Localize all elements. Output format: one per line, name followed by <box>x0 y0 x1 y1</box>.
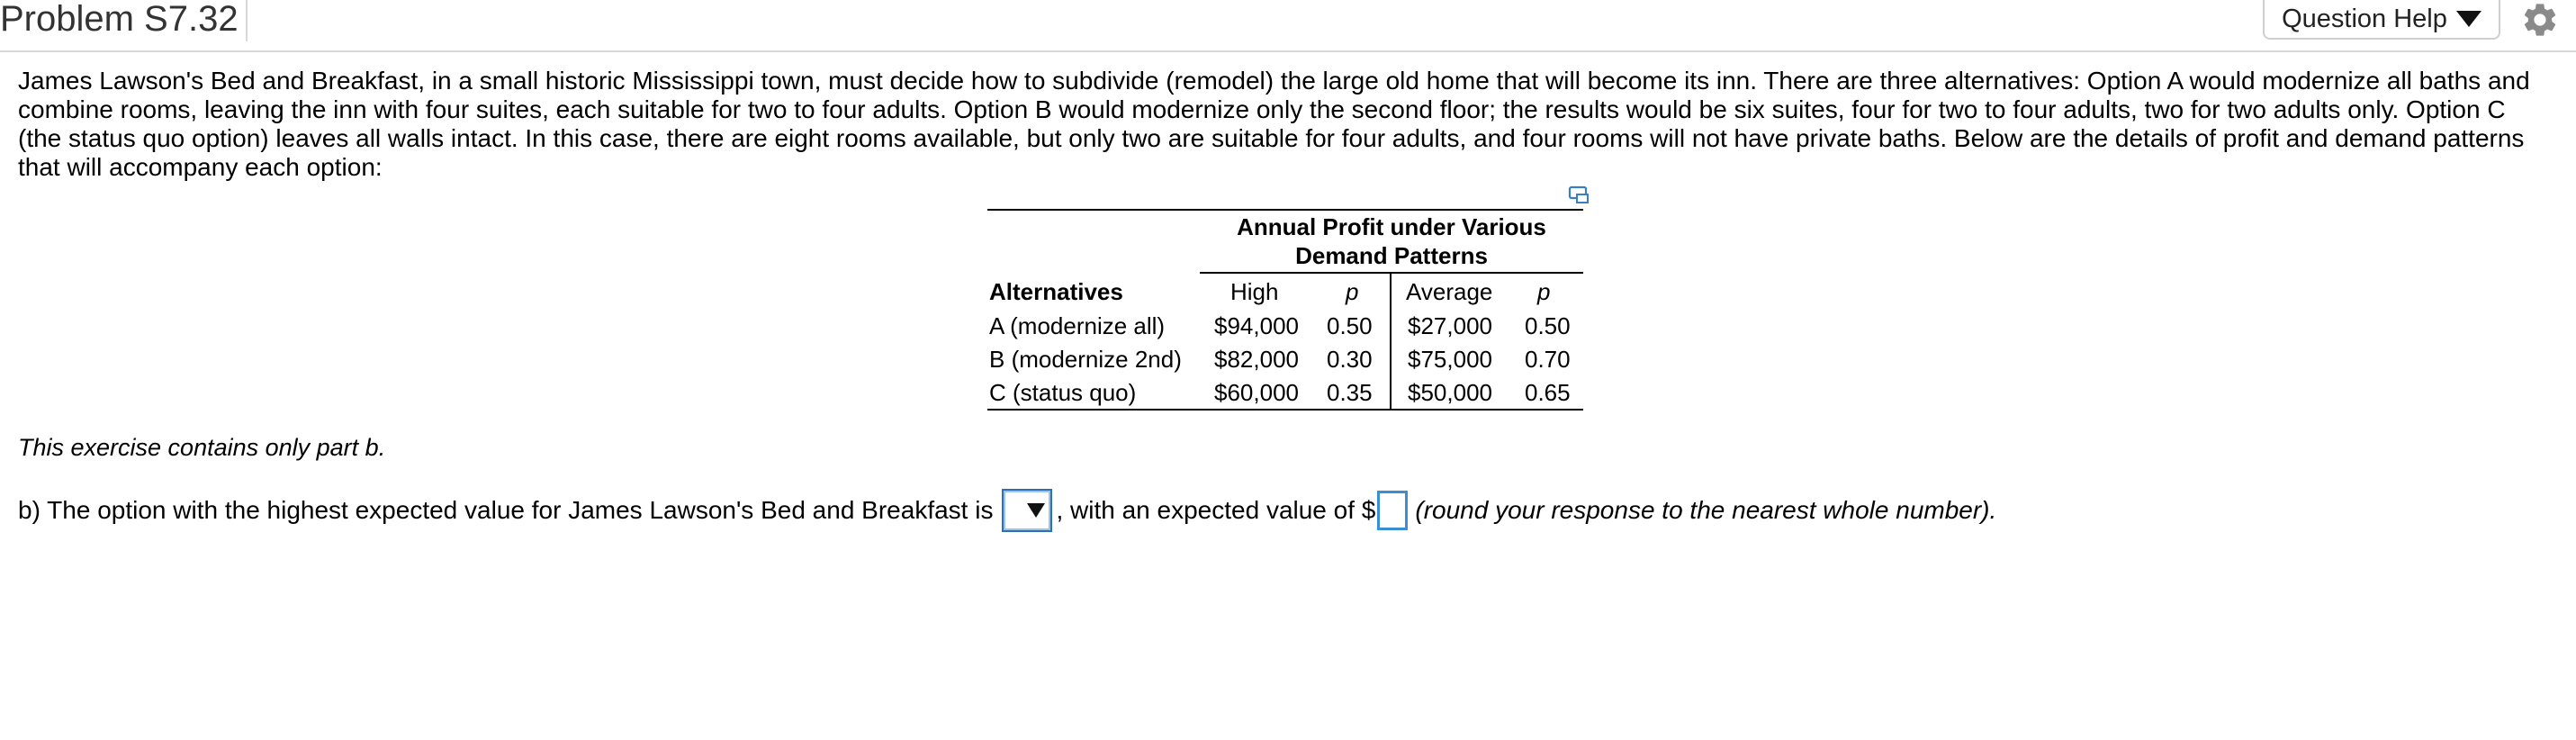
header-p-high: p <box>1346 278 1359 305</box>
row-c-alternative: C (status quo) <box>989 379 1137 406</box>
chevron-down-icon <box>2456 11 2481 27</box>
row-a-high: $94,000 <box>1214 312 1299 339</box>
header-average: Average <box>1406 278 1493 305</box>
header-high: High <box>1230 278 1279 305</box>
rounding-instruction: (round your response to the nearest whole number). <box>1415 496 1997 524</box>
question-help-label: Question Help <box>2282 4 2447 33</box>
group-header <box>1200 212 1583 270</box>
problem-title: Problem S7.32 <box>0 0 248 41</box>
row-a-alternative: A (modernize all) <box>989 312 1166 339</box>
row-c-high: $60,000 <box>1214 379 1299 406</box>
gear-icon[interactable] <box>2520 0 2560 40</box>
row-a-average: $27,000 <box>1408 312 1492 339</box>
question-middle: , with an expected value of $ <box>1056 496 1376 524</box>
group-header-rule <box>1200 272 1583 274</box>
row-a-p-average: 0.50 <box>1525 312 1571 339</box>
problem-statement: James Lawson's Bed and Breakfast, in a small historic Mississippi town, must decide how to subdivide (remodel) the large old home that will become its inn. There are three alternatives: Option A would modernize all baths and combine rooms, leaving the inn with four suites, each suitable for two to four adults. Option B would modernize only the second floor; the results would be six suites, four for two to four adults, two for two adults only. Option C (the status quo option) leaves all walls intact. In this case, there are eight rooms available, but only two are suitable for four adults, and four rooms will not have private baths. Below are the details of profit and demand patterns that will accompany each option: <box>18 67 2530 181</box>
option-dropdown[interactable] <box>1002 489 1052 532</box>
expected-value-input[interactable] <box>1377 491 1408 530</box>
row-c-p-high: 0.35 <box>1327 379 1373 406</box>
row-b-p-high: 0.30 <box>1327 346 1373 373</box>
row-b-average: $75,000 <box>1408 346 1492 373</box>
header-bar <box>0 0 2576 52</box>
column-divider <box>1390 274 1392 409</box>
row-b-high: $82,000 <box>1214 346 1299 373</box>
table-bottom-rule <box>987 409 1583 411</box>
table-top-rule <box>987 209 1583 211</box>
row-c-p-average: 0.65 <box>1525 379 1571 406</box>
row-b-alternative: B (modernize 2nd) <box>989 346 1182 373</box>
question-prefix: b) The option with the highest expected value for James Lawson's Bed and Breakfast is <box>18 496 994 524</box>
question-help-button[interactable] <box>2263 0 2500 40</box>
row-c-average: $50,000 <box>1408 379 1492 406</box>
header-alternatives: Alternatives <box>989 278 1123 305</box>
exercise-note: This exercise contains only part b. <box>18 434 386 461</box>
row-a-p-high: 0.50 <box>1327 312 1373 339</box>
group-header-line2: Demand Patterns <box>1295 242 1488 269</box>
header-p-average: p <box>1537 278 1551 305</box>
group-header-line1: Annual Profit under Various <box>1237 213 1546 240</box>
question-b <box>18 486 1996 535</box>
expand-table-icon[interactable] <box>1568 185 1591 205</box>
row-b-p-average: 0.70 <box>1525 346 1571 373</box>
dropdown-arrow-icon <box>1027 503 1045 518</box>
